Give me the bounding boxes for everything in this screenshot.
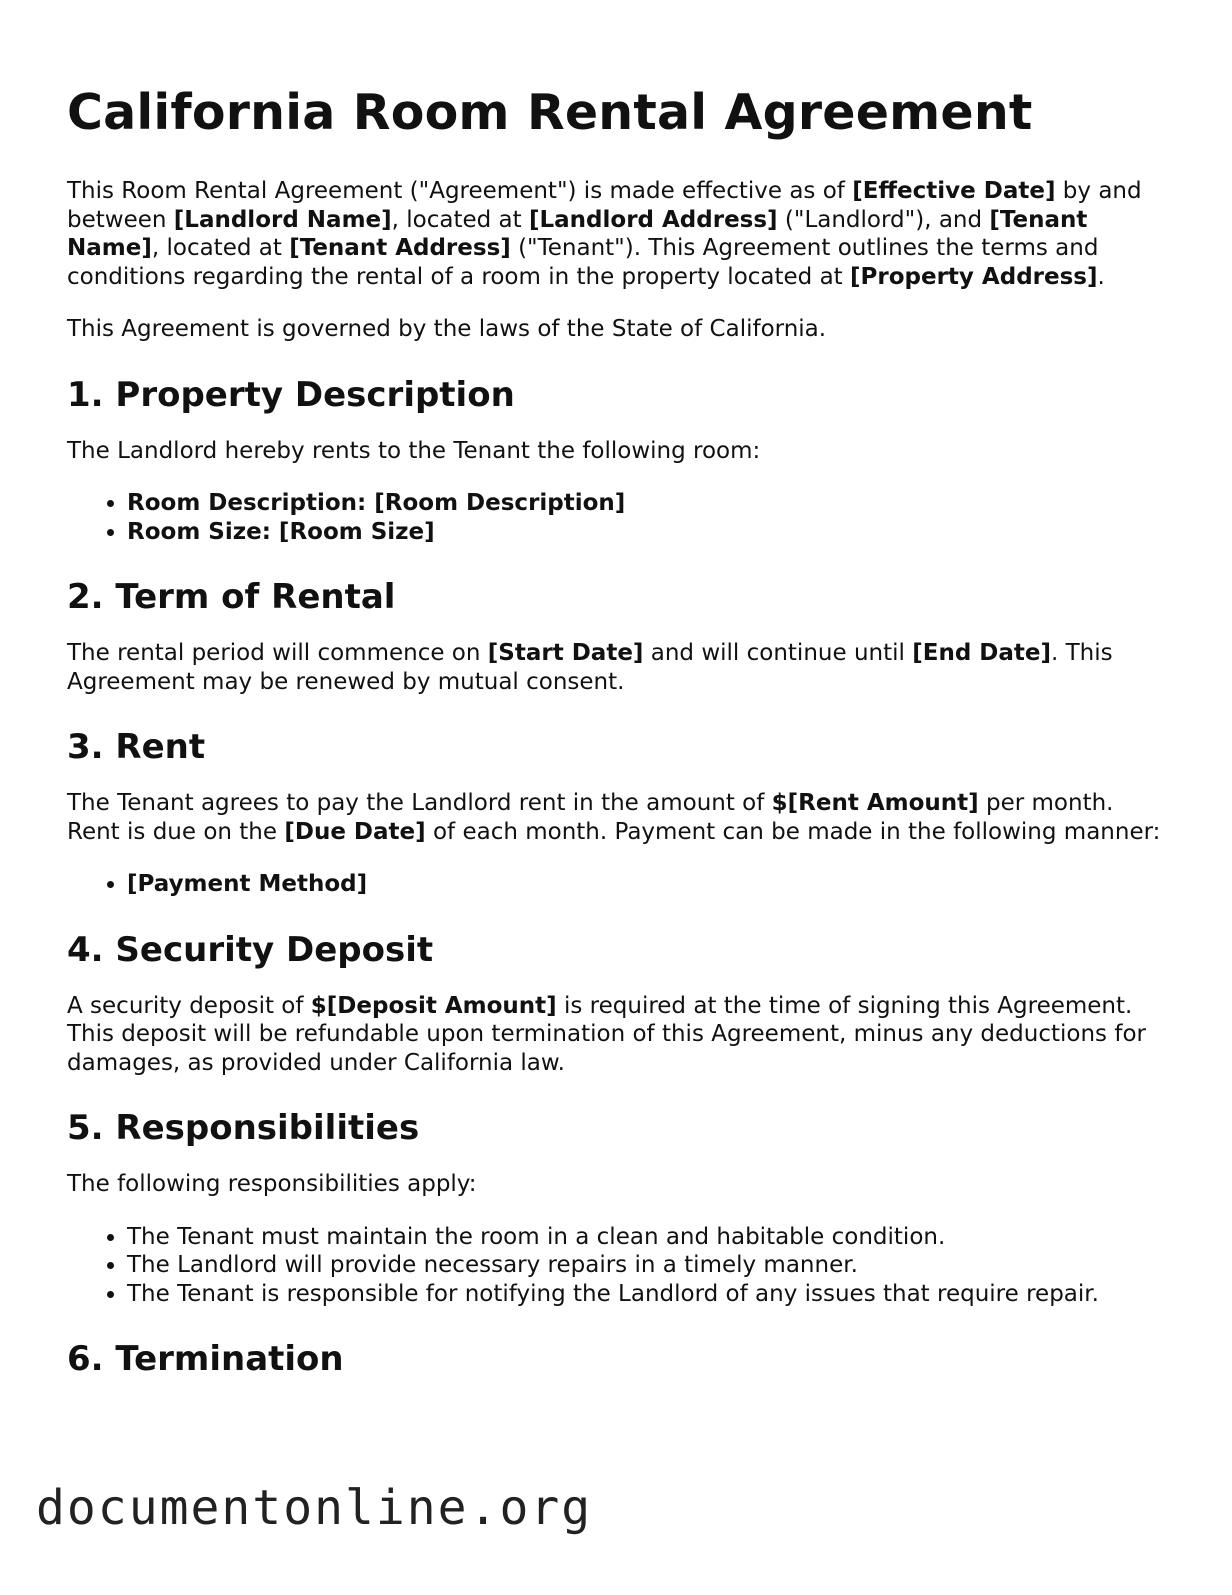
landlord-name-placeholder: [Landlord Name] <box>173 206 392 233</box>
section-heading-property: 1. Property Description <box>67 374 515 415</box>
intro-text: . <box>1097 263 1105 290</box>
term-paragraph: The rental period will commence on [Start Date] and will continue until [End Date]. This Agreement may be renewed by mutual consent. <box>67 640 1113 695</box>
section-heading-deposit: 4. Security Deposit <box>67 929 434 970</box>
landlord-address-placeholder: [Landlord Address] <box>528 206 778 233</box>
governing-law-paragraph: This Agreement is governed by the laws of the State of California. <box>67 316 827 342</box>
list-item: • The Tenant is responsible for notifying the Landlord of any issues that require repair. <box>127 1280 1165 1309</box>
due-date-placeholder: [Due Date] <box>284 818 426 845</box>
rent-amount-placeholder: $[Rent Amount] <box>771 790 979 816</box>
list-item: • The Landlord will provide necessary repairs in a timely manner. <box>127 1251 1165 1280</box>
watermark: documentonline.org <box>36 1480 593 1536</box>
section-heading-term: 2. Term of Rental <box>67 577 396 617</box>
list-item: • Room Description: [Room Description] <box>127 489 1165 518</box>
list-item: • [Payment Method] <box>127 870 1165 899</box>
tenant-address-placeholder: [Tenant Address] <box>289 235 511 261</box>
intro-text: , located at <box>391 206 529 233</box>
end-date-placeholder: [End Date] <box>912 640 1052 666</box>
intro-paragraph <box>67 177 1165 291</box>
responsibilities-list <box>67 1223 1165 1309</box>
section-heading-responsibilities: 5. Responsibilities <box>67 1108 420 1148</box>
intro-text: ("Landlord"), and <box>777 206 990 233</box>
deposit-paragraph: A security deposit of $[Deposit Amount] is required at the time of signing this Agreement. This deposit will be refundable upon termination of this Agreement, minus any deductions for damages, as provided under California law. <box>67 992 1146 1076</box>
rent-paragraph: The Tenant agrees to pay the Landlord rent in the amount of $[Rent Amount] per month. Rent is due on the [Due Date] of each month. Payment can be made in the following manner: <box>67 790 1161 845</box>
start-date-placeholder: [Start Date] <box>487 640 644 666</box>
intro-text: , located at <box>151 235 290 261</box>
payment-list <box>67 870 1165 899</box>
document <box>67 80 1165 1401</box>
tenant-name-placeholder: [Tenant Name] <box>67 206 1088 261</box>
deposit-amount-placeholder: $[Deposit Amount] <box>310 992 557 1019</box>
section-heading-rent: 3. Rent <box>67 727 206 767</box>
property-intro-text: The Landlord hereby rents to the Tenant the following room: <box>67 437 761 464</box>
list-item: • The Tenant must maintain the room in a clean and habitable condition. <box>127 1223 1165 1252</box>
list-item: • Room Size: [Room Size] <box>127 518 1165 547</box>
responsibilities-intro-text: The following responsibilities apply: <box>67 1171 477 1197</box>
property-list <box>67 489 1165 546</box>
intro-text: by and between <box>67 178 1142 233</box>
property-address-placeholder: [Property Address] <box>850 263 1098 290</box>
intro-text: ("Tenant"). This Agreement outlines the terms and conditions regarding the rental of a room in the property located at <box>67 235 1099 290</box>
section-heading-termination: 6. Termination <box>67 1339 344 1379</box>
effective-date-placeholder: [Effective Date] <box>852 178 1056 204</box>
document-title: California Room Rental Agreement <box>67 84 1033 141</box>
intro-text: This Room Rental Agreement ("Agreement") is made effective as of <box>67 178 853 204</box>
